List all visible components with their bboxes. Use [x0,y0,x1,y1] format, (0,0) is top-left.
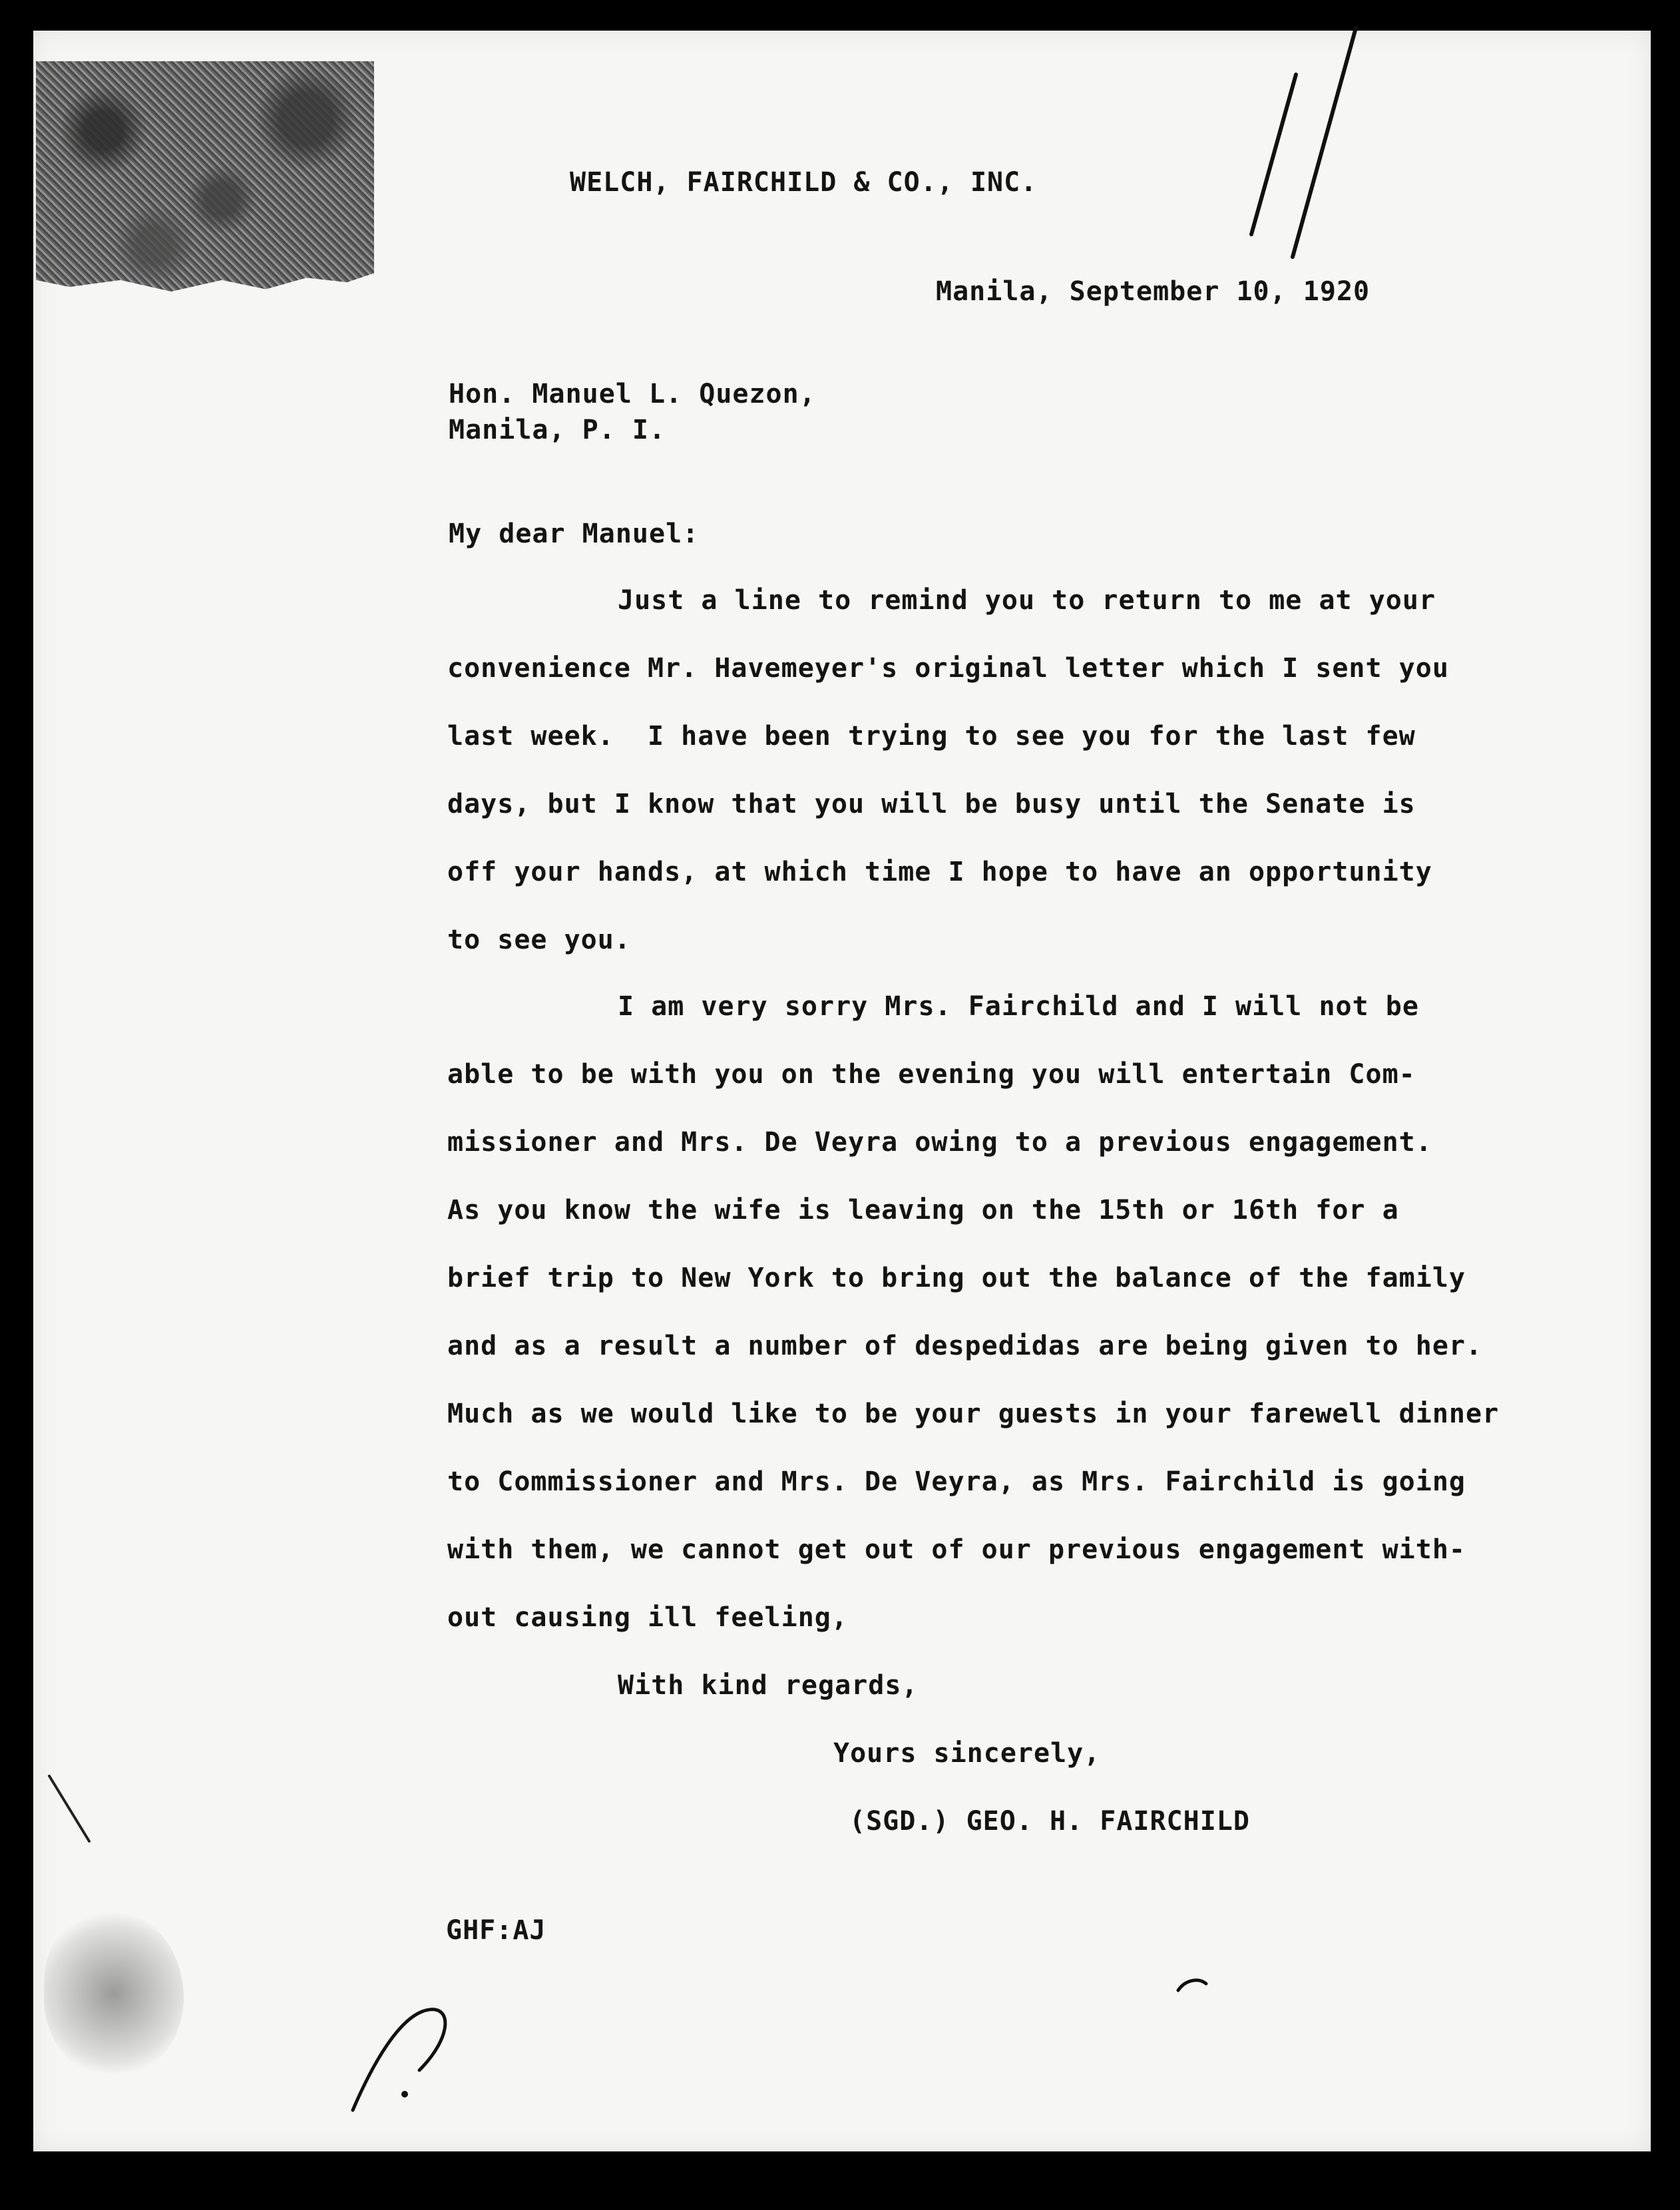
paragraph-2-line: As you know the wife is leaving on the 15th or 16th for a [447,1195,1399,1225]
paragraph-2-line: I am very sorry Mrs. Fairchild and I will not be [618,991,1419,1022]
paragraph-2-line: able to be with you on the evening you will entertain Com- [447,1059,1416,1090]
reference-initials: GHF:AJ [446,1915,546,1946]
signature: (SGD.) GEO. H. FAIRCHILD [849,1806,1250,1837]
closing-regards: With kind regards, [618,1670,919,1701]
paragraph-2-line: to Commissioner and Mrs. De Veyra, as Mrs. Fairchild is going [447,1466,1466,1497]
paragraph-2-line: brief trip to New York to bring out the balance of the family [447,1263,1466,1293]
paragraph-2-line: Much as we would like to be your guests in your farewell dinner [447,1399,1500,1429]
paragraph-2-line: and as a result a number of despedidas are being given to her. [447,1331,1483,1361]
paragraph-2-line: missioner and Mrs. De Veyra owing to a previous engagement. [447,1127,1432,1158]
paragraph-1-line: days, but I know that you will be busy until the Senate is [447,789,1416,819]
stain-top-left [36,61,374,292]
addressee-address: Manila, P. I. [449,415,666,445]
salutation: My dear Manuel: [449,519,700,549]
paragraph-1-line: last week. I have been trying to see you for the last few [447,721,1416,752]
paragraph-1-line: convenience Mr. Havemeyer's original letter which I sent you [447,653,1449,684]
paragraph-1-line: Just a line to remind you to return to me at your [618,585,1436,616]
paragraph-2-line: out causing ill feeling, [447,1602,848,1633]
paragraph-2-line: with them, we cannot get out of our previous engagement with- [447,1534,1466,1565]
addressee-name: Hon. Manuel L. Quezon, [449,379,816,409]
paragraph-1-line: to see you. [447,925,631,955]
valediction: Yours sincerely, [833,1738,1101,1769]
paragraph-1-line: off your hands, at which time I hope to have an opportunity [447,857,1432,887]
date-line: Manila, September 10, 1920 [936,276,1370,307]
letterhead: WELCH, FAIRCHILD & CO., INC. [570,167,1038,198]
paper-sheet [33,31,1651,2151]
